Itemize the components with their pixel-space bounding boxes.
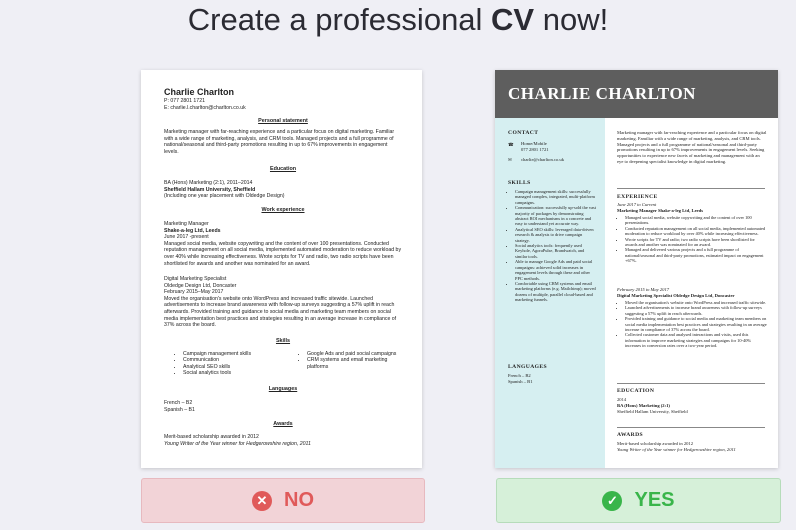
- contact-email: charlie@charlton.co.uk: [521, 157, 565, 162]
- job-bullet: • Moved the organisation's website onto WordPress and increased traffic sitewide.: [625, 300, 767, 305]
- check-circle-icon: ✓: [602, 491, 622, 511]
- job-2-company: Oldedge Design Ltd, Doncaster: [164, 282, 237, 289]
- job-1-title: Marketing Manager Shake-a-leg Ltd, Leeds: [617, 208, 704, 213]
- phone-number: 077 2801 1721: [521, 146, 549, 152]
- skill-item: • Campaign management skills: successfully managed complex, integrated, multi-platform campaigns.: [515, 189, 597, 205]
- phone-label: Home/Mobile: [521, 141, 547, 146]
- awards-list: [164, 434, 402, 447]
- divider: [617, 188, 765, 189]
- skill-item: • Campaign management skills: [183, 351, 281, 357]
- job-2-bullets: [617, 300, 767, 349]
- awards-heading: AWARDS: [617, 432, 644, 438]
- skill-item: • Analytical SEO skills: leveraged data-driven research & analysis to drive campaign strategy.: [515, 227, 597, 243]
- work-experience-heading: Work experience: [261, 207, 305, 213]
- divider: [617, 427, 765, 428]
- experience-heading: EXPERIENCE: [617, 194, 658, 200]
- job-1-company: Shake-a-leg Ltd, Leeds: [164, 227, 221, 234]
- job-1-title: Marketing Manager: [164, 221, 209, 227]
- skill-item: • Comfortable using CRM systems and email marketing platforms (e.g. Mailchimp); moved dozens of multiple, parallel cloud-based and marketing funnels.: [515, 281, 597, 303]
- contact-heading: CONTACT: [508, 130, 539, 136]
- job-bullet: • Collected customer data and analysed interactions and visits, used this information to improve marketing strategies and campaigns for 10-40% increases in conversion rates over a two-year period.: [625, 332, 767, 348]
- personal-statement-text: Marketing manager with far-reaching experience and a particular focus on digital marketing. Familiar with a wide range of marketing, analysis, and CRM tools. Managed projects and a full programme of national/seasonal and third-party promotions resulting in up to 67% improvements in engagement levels.: [164, 129, 395, 155]
- award-item: Young Writer of the Year winner for Hedgerowshire region, 2011: [164, 440, 311, 447]
- edu-university: Sheffield Hallam University, Sheffield: [617, 408, 688, 414]
- headline-bold: CV: [491, 2, 535, 37]
- verdict-yes-label: YES: [634, 489, 675, 511]
- job-2-dates: February 2015–May 2017: [164, 289, 224, 296]
- personal-statement-heading: Personal statement: [258, 118, 308, 124]
- languages-heading: Languages: [268, 386, 298, 392]
- job-bullet: • Managed and delivered various projects and a full programme of national/seasonal and third-party promotions, estimated impact on engagement +67%.: [625, 247, 767, 263]
- skills-heading: Skills: [275, 338, 291, 344]
- education-heading: EDUCATION: [617, 388, 655, 394]
- skills-col-1: [171, 351, 281, 377]
- job-2: [164, 276, 402, 329]
- job-bullet: • Wrote scripts for TV and radio; two radio scripts have been shortlisted for awards and another was nominated for an award.: [625, 237, 767, 248]
- job-1: [164, 221, 402, 267]
- skill-item: • Google Ads and paid social campaigns: [307, 351, 407, 357]
- edu-degree: BA (Hons) Marketing (2:1), 2011–2014: [164, 180, 253, 186]
- skill-item: • Analytical SEO skills: [183, 364, 281, 370]
- education-heading: Education: [269, 166, 297, 172]
- verdict-yes-badge: [496, 478, 781, 523]
- designed-cv-example: [495, 70, 778, 468]
- languages-list: [508, 373, 533, 385]
- skill-item: • Able to manage Google Ads and paid social campaigns: achieved solid increases in engagement levels through these and other PPC methods.: [515, 259, 597, 281]
- job-bullet: • Managed social media, website copywriting and the content of over 100 presentations.: [625, 215, 767, 226]
- award-item: Young Writer of the Year winner for Hedgerowshire region, 2011: [617, 446, 736, 452]
- language-item: Spanish – B1: [508, 378, 533, 384]
- job-1-dates: June 2017 to Current: [617, 202, 657, 207]
- skills-col-2: [295, 351, 407, 370]
- languages-list: [164, 400, 402, 413]
- education-block: [617, 397, 688, 414]
- edu-year: 2014: [617, 397, 627, 402]
- job-1-bullets: [617, 215, 767, 264]
- award-item: Merit-based scholarship awarded in 2012: [164, 434, 259, 440]
- verdict-no-label: NO: [284, 489, 314, 511]
- education-block: [164, 180, 402, 200]
- verdict-no-badge: [141, 478, 425, 523]
- summary-text: Marketing manager with far-reaching experience and a particular focus on digital marketing. Familiar with a wide range of marketing, analysis, and CRM tools. Managed projects and a full programme of national/seasonal and third-party promotions resulting in up to 67% improvements in engagement levels. Seeking opportunities to experience new facets of marketing and management with an eye to deepening specialist knowledge in digital marketing.: [617, 130, 767, 164]
- cv-contact: [164, 98, 402, 111]
- skill-item: • CRM systems and email marketing platforms: [307, 357, 407, 370]
- cv-email: E: charlie.l.charlton@charlton.co.uk: [164, 104, 246, 111]
- page-headline: [0, 2, 796, 38]
- language-item: French – B2: [164, 400, 193, 406]
- job-2-description: Moved the organisation's website onto WordPress and increased traffic sitewide. Launched advertisements to increase brand awareness with follow-up surveys suggesting a 57% uplift in reach afterwards. Provided training and guidance to social media and marketing team members on social media implementation best practices and strategies resulting in an average increase in compliance of 37% across the board.: [164, 295, 397, 329]
- skill-item: • Communication: [183, 357, 281, 363]
- skill-item: • Social analytics tools: [183, 370, 281, 376]
- phone-icon: ☎: [508, 142, 514, 147]
- skill-item: • Communication: successfully up-sold the vast majority of packages by demonstrating abstract ROI mechanisms in a concrete and easy to understand yet accurate way.: [515, 205, 597, 227]
- edu-degree: BA (Hons) Marketing (2:1): [617, 402, 670, 408]
- job-2-title: Digital Marketing Specialist Oldedge Design Ltd, Doncaster: [617, 293, 735, 298]
- skills-list: [507, 189, 597, 303]
- job-1-dates: June 2017 -present: [164, 234, 209, 241]
- edu-university: Sheffield Hallam University, Sheffield: [164, 186, 256, 193]
- mail-icon: ✉: [508, 157, 512, 162]
- skills-heading: SKILLS: [508, 180, 531, 186]
- cv-banner: [495, 70, 778, 118]
- contact-phone: [521, 141, 549, 153]
- job-bullet: • Conducted reputation management on all social media, implemented automated moderation to reduce workload by over 40% while increasing effectiveness.: [625, 226, 767, 237]
- edu-placement: (Including one year placement with Oldedge Design): [164, 193, 285, 200]
- headline-prefix: Create a professional: [187, 2, 492, 37]
- cv-phone: P: 077 2801 1721: [164, 98, 205, 104]
- language-item: Spanish – B1: [164, 406, 195, 413]
- job-2-title: Digital Marketing Specialist: [164, 276, 227, 282]
- cv-name: CHARLIE CHARLTON: [508, 84, 696, 103]
- languages-heading: LANGUAGES: [508, 364, 548, 370]
- job-1-description: Managed social media, website copywriting and the content of over 100 presentations. Conducted reputation management on all social media, implemented automated moderation to reduce workload by over 40% while increasing effectiveness. Wrote scripts for TV and radio, two radio scripts have been shortlisted for awards and another was nominated for an award.: [164, 240, 402, 267]
- awards-list: [617, 441, 767, 453]
- divider: [617, 383, 765, 384]
- award-item: Merit-based scholarship awarded in 2012: [617, 441, 694, 446]
- plain-cv-example: [141, 70, 422, 468]
- job-2-dates: February 2015 to May 2017: [617, 287, 670, 292]
- job-bullet: • Provided training and guidance to social media and marketing team members on social media implementation best practices and strategies resulting in an average increase in compliance of 37% across the board.: [625, 316, 767, 332]
- cv-name: Charlie Charlton: [164, 87, 235, 97]
- awards-heading: Awards: [273, 421, 293, 427]
- job-bullet: • Launched advertisements to increase brand awareness with follow-up surveys suggesting a 57% uplift in reach afterwards.: [625, 305, 767, 316]
- x-circle-icon: ✕: [252, 491, 272, 511]
- skill-item: • Social analytics tools: frequently used Keyhole, AgoraPulse, Brandwatch, and similar tools.: [515, 243, 597, 259]
- headline-suffix: now!: [534, 2, 609, 37]
- language-item: French – B2: [508, 373, 531, 378]
